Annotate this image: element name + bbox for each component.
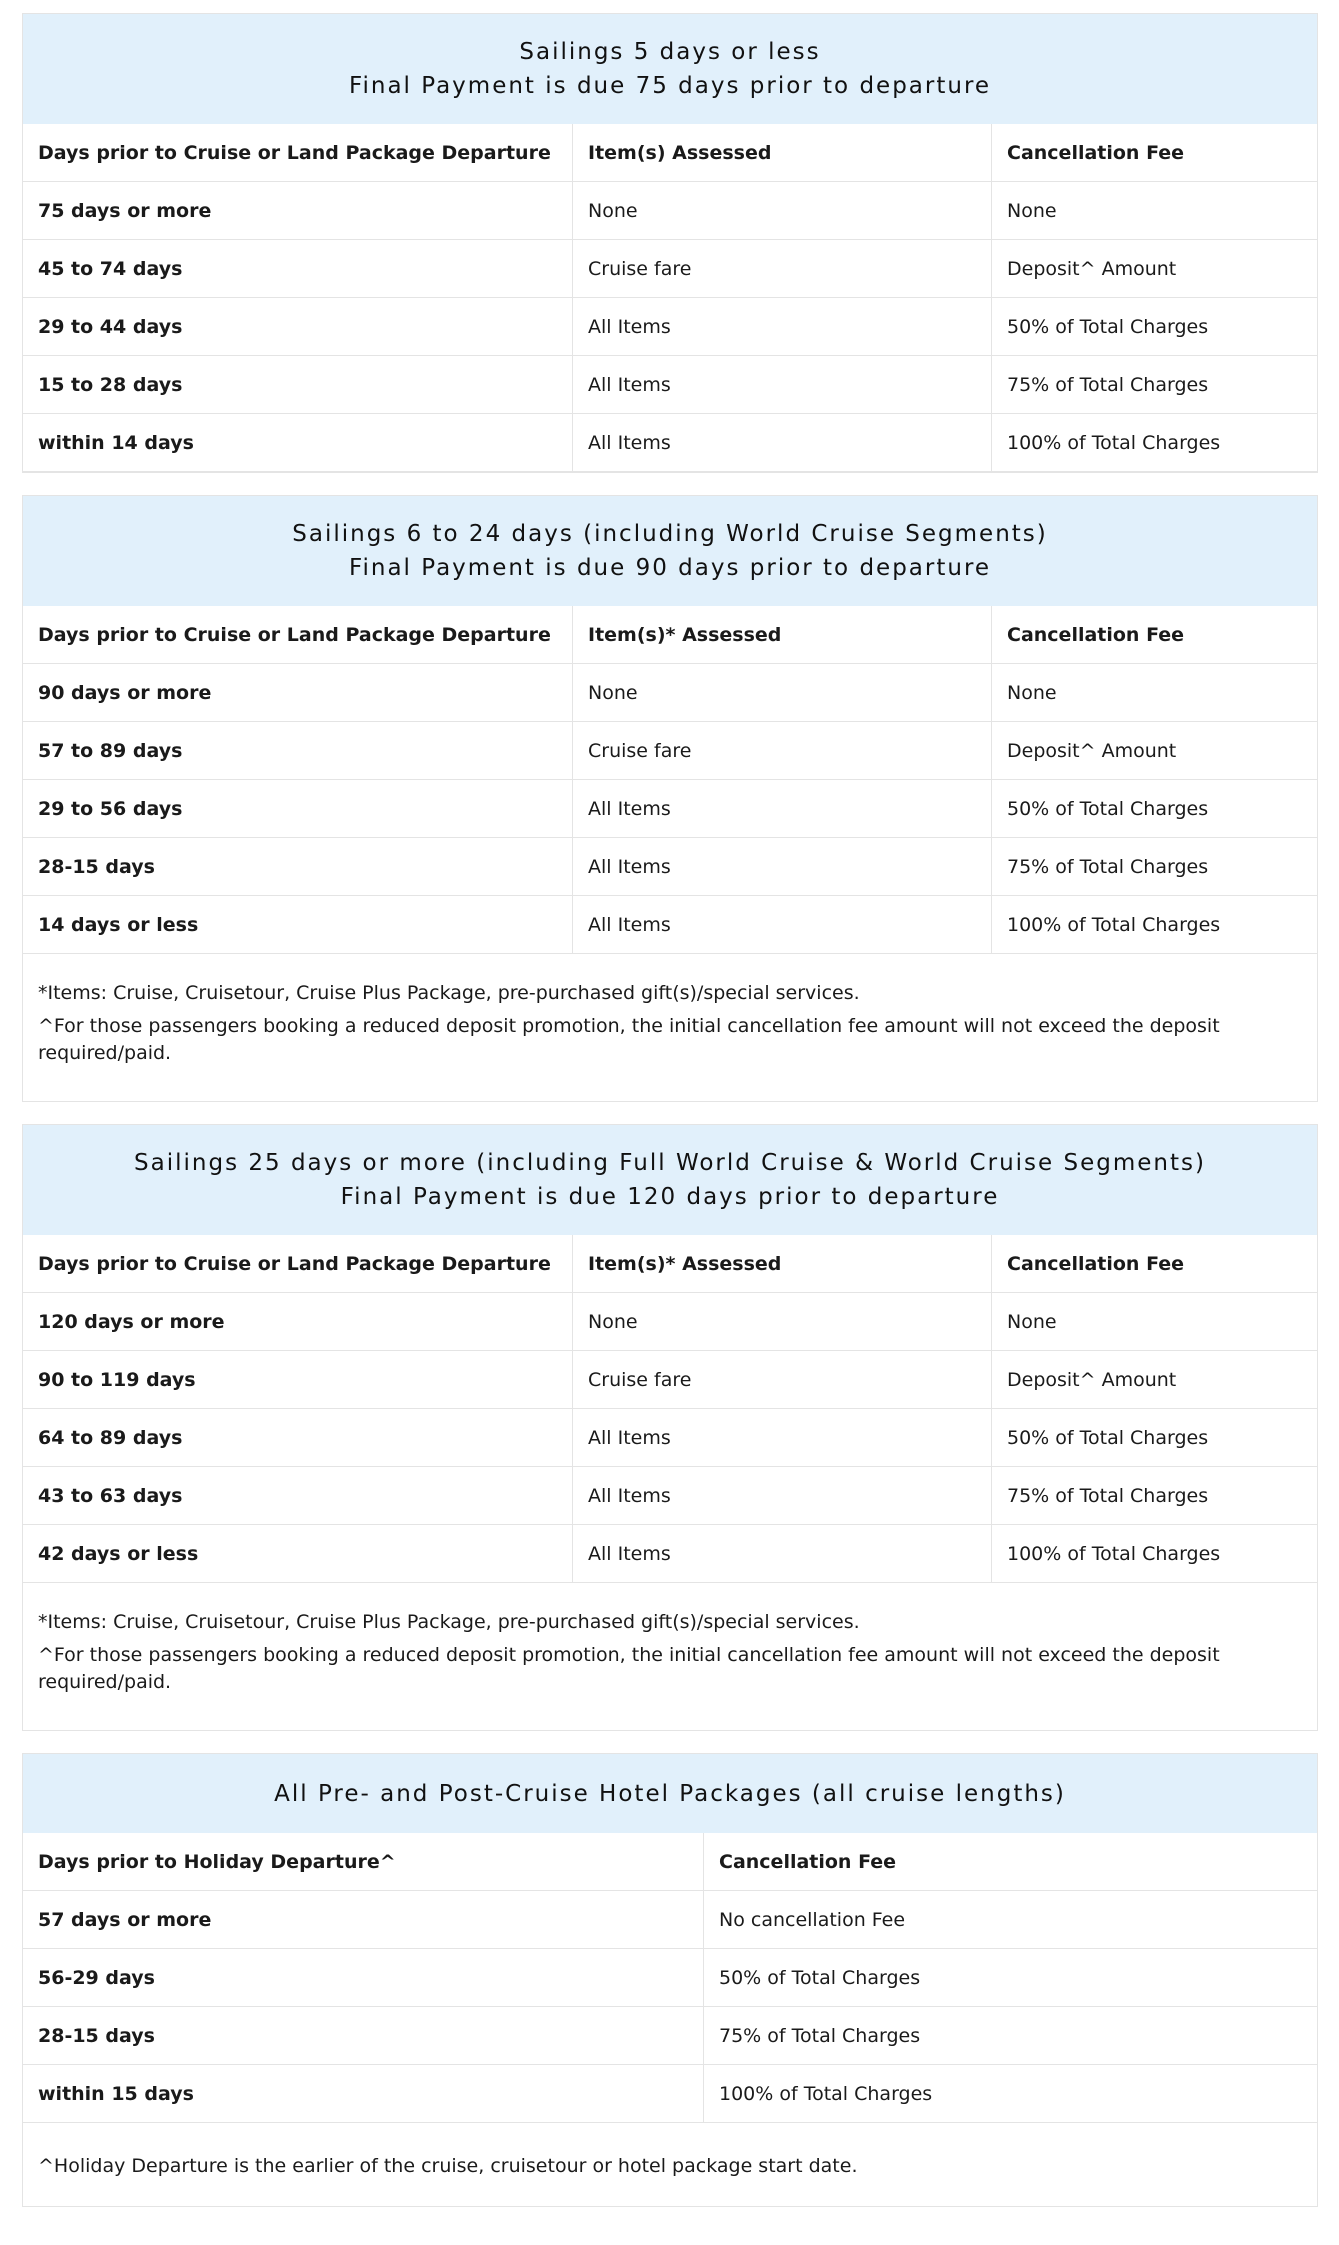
fee-cell: 50% of Total Charges bbox=[992, 1409, 1318, 1467]
fee-cell: 100% of Total Charges bbox=[992, 1525, 1318, 1583]
column-header: Days prior to Holiday Departure^ bbox=[23, 1833, 704, 1891]
items-footnote: *Items: Cruise, Cruisetour, Cruise Plus Package, pre-purchased gift(s)/special services. bbox=[38, 1611, 860, 1633]
section-header bbox=[23, 1754, 1317, 1833]
days-cell: 28-15 days bbox=[23, 2007, 704, 2065]
items-cell: All Items bbox=[573, 356, 992, 414]
cancellation-table bbox=[23, 124, 1317, 472]
fee-cell: Deposit^ Amount bbox=[992, 722, 1318, 780]
fee-cell: 50% of Total Charges bbox=[992, 780, 1318, 838]
table-row bbox=[23, 414, 1317, 472]
footnotes bbox=[23, 954, 1317, 1101]
table-row bbox=[23, 1409, 1317, 1467]
days-cell: 56-29 days bbox=[23, 1949, 704, 2007]
days-cell: within 15 days bbox=[23, 2065, 704, 2123]
fee-cell: 50% of Total Charges bbox=[992, 298, 1318, 356]
table-row bbox=[23, 298, 1317, 356]
column-header: Item(s) Assessed bbox=[573, 124, 992, 182]
items-cell: All Items bbox=[573, 838, 992, 896]
section-title: Sailings 6 to 24 days (including World Cruise Segments) bbox=[292, 521, 1048, 547]
hotel-cancellation-table bbox=[23, 1833, 1317, 2123]
fee-cell: None bbox=[992, 664, 1318, 722]
column-header: Days prior to Cruise or Land Package Departure bbox=[23, 606, 573, 664]
table-header-row bbox=[23, 1235, 1317, 1293]
items-cell: Cruise fare bbox=[573, 722, 992, 780]
section-sailings-5-days bbox=[22, 13, 1318, 473]
table-row bbox=[23, 1293, 1317, 1351]
cancellation-table bbox=[23, 1235, 1317, 1583]
table-row bbox=[23, 2007, 1317, 2065]
items-cell: All Items bbox=[573, 1409, 992, 1467]
section-title: All Pre- and Post-Cruise Hotel Packages (all cruise lengths) bbox=[274, 1780, 1066, 1807]
days-cell: 29 to 44 days bbox=[23, 298, 573, 356]
fee-cell: None bbox=[992, 1293, 1318, 1351]
days-cell: 90 to 119 days bbox=[23, 1351, 573, 1409]
footnotes bbox=[23, 2123, 1317, 2206]
fee-cell: None bbox=[992, 182, 1318, 240]
fee-cell: Deposit^ Amount bbox=[992, 1351, 1318, 1409]
table-row bbox=[23, 1891, 1317, 1949]
fee-cell: 75% of Total Charges bbox=[992, 356, 1318, 414]
section-title: Sailings 5 days or less bbox=[519, 39, 821, 65]
section-sailings-6-to-24-days bbox=[22, 495, 1318, 1102]
items-cell: All Items bbox=[573, 896, 992, 954]
table-row bbox=[23, 838, 1317, 896]
column-header: Cancellation Fee bbox=[992, 606, 1318, 664]
items-footnote: *Items: Cruise, Cruisetour, Cruise Plus Package, pre-purchased gift(s)/special services. bbox=[38, 982, 860, 1004]
days-cell: 90 days or more bbox=[23, 664, 573, 722]
section-hotel-packages bbox=[22, 1753, 1318, 2207]
days-cell: 15 to 28 days bbox=[23, 356, 573, 414]
table-header-row bbox=[23, 1833, 1317, 1891]
table-row bbox=[23, 356, 1317, 414]
days-cell: within 14 days bbox=[23, 414, 573, 472]
fee-cell: 75% of Total Charges bbox=[704, 2007, 1318, 2065]
table-row bbox=[23, 1525, 1317, 1583]
section-sailings-25-days-or-more bbox=[22, 1124, 1318, 1731]
section-subtitle: Final Payment is due 75 days prior to departure bbox=[348, 73, 992, 99]
fee-cell: 100% of Total Charges bbox=[992, 414, 1318, 472]
footnotes bbox=[23, 1583, 1317, 1730]
holiday-departure-footnote: ^Holiday Departure is the earlier of the cruise, cruisetour or hotel package start date. bbox=[38, 2155, 858, 2177]
days-cell: 42 days or less bbox=[23, 1525, 573, 1583]
cancellation-table bbox=[23, 606, 1317, 954]
days-cell: 45 to 74 days bbox=[23, 240, 573, 298]
table-row bbox=[23, 1949, 1317, 2007]
items-cell: All Items bbox=[573, 298, 992, 356]
fee-cell: 75% of Total Charges bbox=[992, 1467, 1318, 1525]
table-row bbox=[23, 896, 1317, 954]
column-header: Days prior to Cruise or Land Package Departure bbox=[23, 124, 573, 182]
column-header: Cancellation Fee bbox=[992, 124, 1318, 182]
table-row bbox=[23, 780, 1317, 838]
fee-cell: 50% of Total Charges bbox=[704, 1949, 1318, 2007]
table-header-row bbox=[23, 124, 1317, 182]
days-cell: 64 to 89 days bbox=[23, 1409, 573, 1467]
days-cell: 28-15 days bbox=[23, 838, 573, 896]
items-cell: None bbox=[573, 182, 992, 240]
column-header: Cancellation Fee bbox=[992, 1235, 1318, 1293]
section-header bbox=[23, 1125, 1317, 1235]
items-cell: All Items bbox=[573, 1525, 992, 1583]
column-header: Cancellation Fee bbox=[704, 1833, 1318, 1891]
items-cell: Cruise fare bbox=[573, 1351, 992, 1409]
items-cell: All Items bbox=[573, 414, 992, 472]
section-title: Sailings 25 days or more (including Full World Cruise & World Cruise Segments) bbox=[134, 1150, 1206, 1176]
table-row bbox=[23, 182, 1317, 240]
days-cell: 120 days or more bbox=[23, 1293, 573, 1351]
deposit-footnote: ^For those passengers booking a reduced deposit promotion, the initial cancellation fee amount will not exceed the deposit required/paid. bbox=[38, 1644, 1220, 1693]
deposit-footnote: ^For those passengers booking a reduced deposit promotion, the initial cancellation fee amount will not exceed the deposit required/paid. bbox=[38, 1015, 1220, 1064]
days-cell: 43 to 63 days bbox=[23, 1467, 573, 1525]
column-header: Days prior to Cruise or Land Package Departure bbox=[23, 1235, 573, 1293]
table-row bbox=[23, 1467, 1317, 1525]
table-row bbox=[23, 240, 1317, 298]
fee-cell: 100% of Total Charges bbox=[704, 2065, 1318, 2123]
fee-cell: No cancellation Fee bbox=[704, 1891, 1318, 1949]
column-header: Item(s)* Assessed bbox=[573, 606, 992, 664]
items-cell: None bbox=[573, 664, 992, 722]
days-cell: 57 to 89 days bbox=[23, 722, 573, 780]
table-header-row bbox=[23, 606, 1317, 664]
days-cell: 57 days or more bbox=[23, 1891, 704, 1949]
table-row bbox=[23, 722, 1317, 780]
days-cell: 75 days or more bbox=[23, 182, 573, 240]
column-header: Item(s)* Assessed bbox=[573, 1235, 992, 1293]
days-cell: 14 days or less bbox=[23, 896, 573, 954]
section-subtitle: Final Payment is due 90 days prior to departure bbox=[348, 555, 992, 581]
section-header bbox=[23, 496, 1317, 606]
items-cell: All Items bbox=[573, 1467, 992, 1525]
days-cell: 29 to 56 days bbox=[23, 780, 573, 838]
section-subtitle: Final Payment is due 120 days prior to departure bbox=[340, 1184, 1000, 1210]
items-cell: All Items bbox=[573, 780, 992, 838]
items-cell: None bbox=[573, 1293, 992, 1351]
table-row bbox=[23, 1351, 1317, 1409]
fee-cell: Deposit^ Amount bbox=[992, 240, 1318, 298]
fee-cell: 100% of Total Charges bbox=[992, 896, 1318, 954]
table-row bbox=[23, 2065, 1317, 2123]
items-cell: Cruise fare bbox=[573, 240, 992, 298]
section-header bbox=[23, 14, 1317, 124]
table-row bbox=[23, 664, 1317, 722]
fee-cell: 75% of Total Charges bbox=[992, 838, 1318, 896]
